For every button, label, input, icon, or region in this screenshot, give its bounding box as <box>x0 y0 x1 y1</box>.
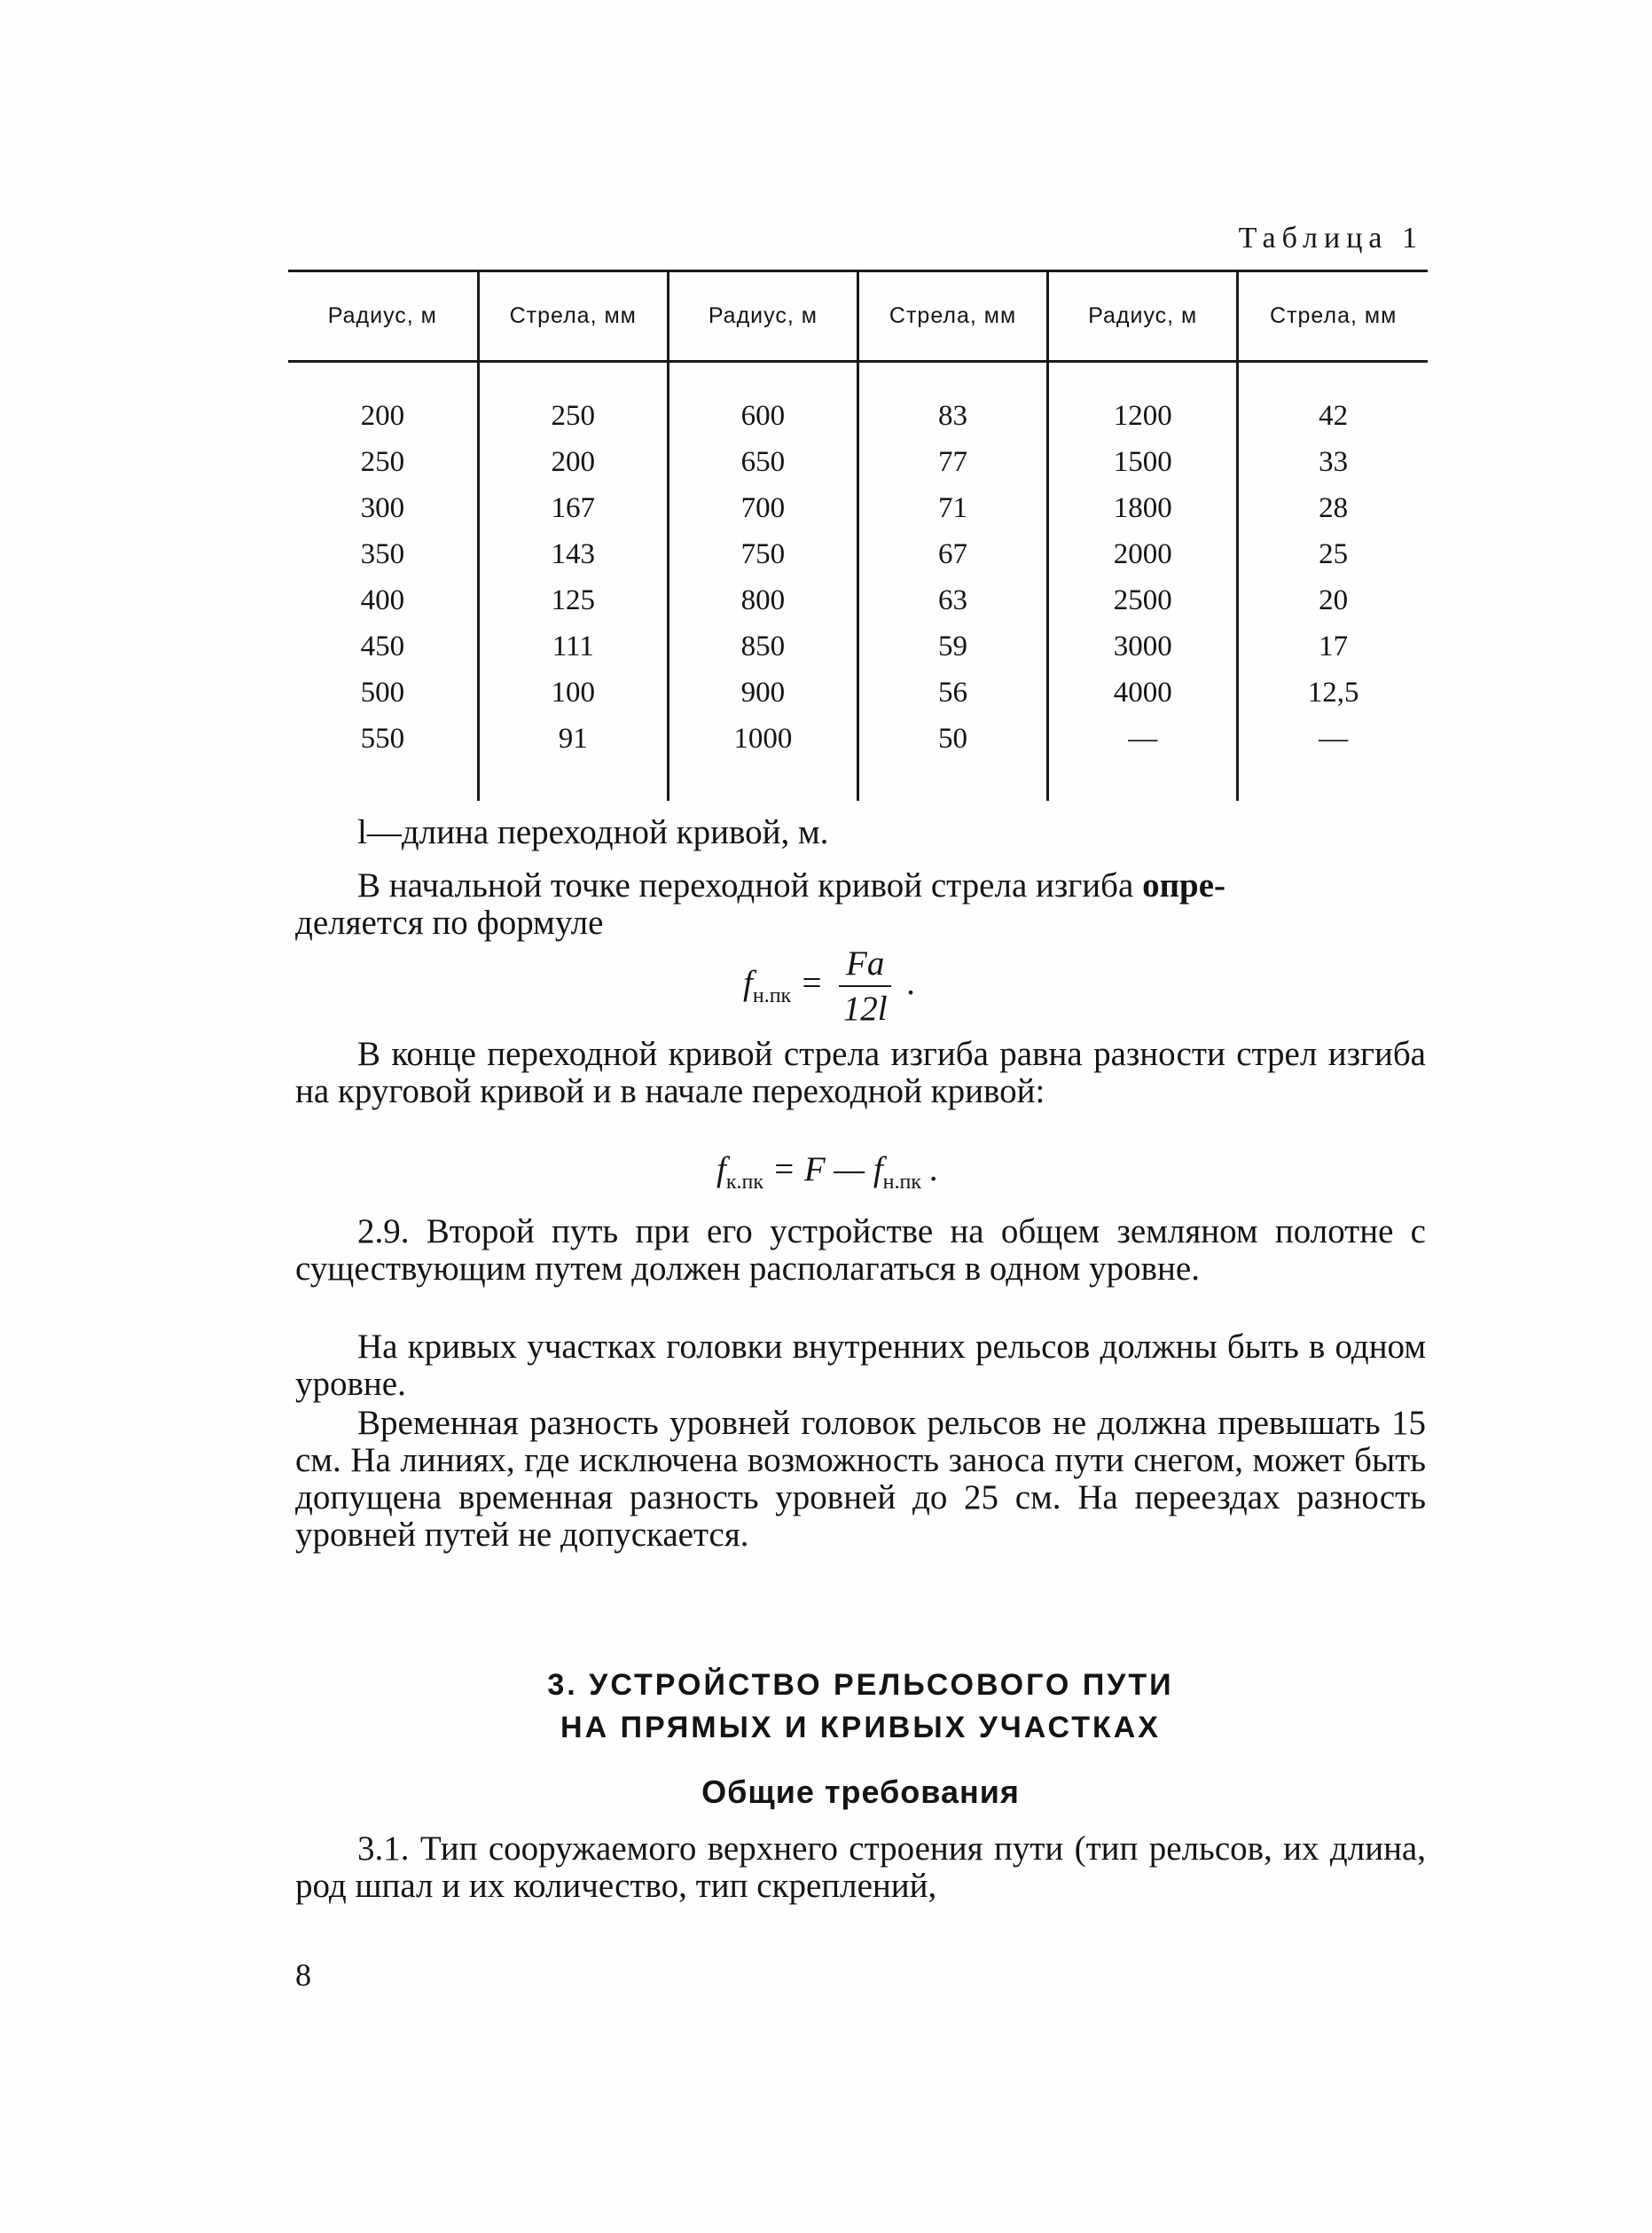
formula1-lhs-sub: н.пк <box>752 983 792 1007</box>
end-point-paragraph: В конце переходной кривой стрела изгиба равна разности стрел изгиба на круговой кривой и в начале переходной кривой: <box>295 1035 1426 1110</box>
table-cell: 167 <box>478 485 668 531</box>
table-cell: 28 <box>1238 485 1428 531</box>
table-cell: — <box>1048 716 1238 801</box>
table-row <box>288 485 1428 531</box>
table-cell: 63 <box>857 577 1047 623</box>
table-row <box>288 362 1428 440</box>
table-cell: 200 <box>478 439 668 485</box>
start-point-tail: деляется по формуле <box>295 904 604 942</box>
table-cell: 20 <box>1238 577 1428 623</box>
table-cell: 83 <box>857 362 1047 440</box>
section-heading <box>295 1664 1426 1749</box>
table-cell: 67 <box>857 531 1047 577</box>
formula1-eq: = <box>799 963 824 1002</box>
table-cell: 200 <box>360 399 405 432</box>
table-cell: 350 <box>360 537 405 570</box>
table-cell: 91 <box>478 716 668 801</box>
curve-table-container <box>288 270 1428 801</box>
header-radius-3: Радиус, м <box>1048 271 1238 362</box>
table-row <box>288 623 1428 670</box>
section-subheading: Общие требования <box>701 1774 1020 1810</box>
formula2-lhs-sub: к.пк <box>725 1170 764 1194</box>
table-cell: 850 <box>668 623 857 670</box>
header-arrow-2: Стрела, мм <box>857 271 1047 362</box>
table-cell: 56 <box>857 670 1047 716</box>
table-cell: 1000 <box>668 716 857 801</box>
table-cell: 59 <box>857 623 1047 670</box>
l-definition: l—длина переходной кривой, м. <box>357 813 829 851</box>
clause-2-9: 2.9. Второй путь при его устройстве на общем земляном полотне с существующим путем должен располагаться в одном уровне. <box>295 1212 1426 1288</box>
formula2-end: . <box>929 1150 939 1188</box>
header-arrow-1: Стрела, мм <box>478 271 668 362</box>
table-cell: 143 <box>478 531 668 577</box>
section-heading-line2: НА ПРЯМЫХ И КРИВЫХ УЧАСТКАХ <box>560 1711 1161 1744</box>
start-point-paragraph <box>295 867 1426 942</box>
clause-3-1: 3.1. Тип сооружаемого верхнего строения пути (тип рельсов, их длина, род шпал и их количество, тип скреплений, <box>295 1829 1426 1905</box>
formula2-lhs: f <box>716 1150 726 1188</box>
table-cell: 550 <box>360 722 405 755</box>
table-cell: 650 <box>668 439 857 485</box>
table-cell: 12,5 <box>1238 670 1428 716</box>
table-cell: 450 <box>360 630 405 662</box>
table-cell: 100 <box>478 670 668 716</box>
formula1-fraction <box>839 944 891 1029</box>
table-cell: 1800 <box>1048 485 1238 531</box>
table-cell: 400 <box>360 584 405 616</box>
table-cell: 71 <box>857 485 1047 531</box>
table-cell: 1200 <box>1048 362 1238 440</box>
formula-end-deflection <box>716 1149 939 1195</box>
formula1-denominator: 12l <box>842 990 888 1028</box>
start-point-bold: опре- <box>1142 866 1226 905</box>
header-radius-2: Радиус, м <box>668 271 857 362</box>
start-point-text: В начальной точке переходной кривой стрела изгиба <box>357 866 1143 905</box>
table-row <box>288 439 1428 485</box>
formula1-lhs: f <box>743 963 753 1002</box>
table-cell: 2000 <box>1048 531 1238 577</box>
table-row <box>288 716 1428 801</box>
curve-radius-table <box>288 270 1428 801</box>
formula2-rhs-sub: н.пк <box>882 1170 922 1194</box>
formula2-rhs: = F — f <box>771 1150 883 1188</box>
formula-start-deflection <box>743 944 916 1029</box>
table-cell: 700 <box>668 485 857 531</box>
table-cell: 25 <box>1238 531 1428 577</box>
table-cell: — <box>1238 716 1428 801</box>
formula1-end: . <box>907 963 916 1002</box>
table-row <box>288 531 1428 577</box>
table-cell: 4000 <box>1048 670 1238 716</box>
formula1-numerator: Fa <box>839 944 891 987</box>
table-cell: 111 <box>478 623 668 670</box>
table-cell: 2500 <box>1048 577 1238 623</box>
header-arrow-3: Стрела, мм <box>1238 271 1428 362</box>
table-cell: 250 <box>360 445 405 478</box>
table-cell: 600 <box>668 362 857 440</box>
table-header-row <box>288 271 1428 362</box>
page-number: 8 <box>295 1957 311 1993</box>
header-radius-1: Радиус, м <box>327 303 437 328</box>
table-cell: 77 <box>857 439 1047 485</box>
table-cell: 800 <box>668 577 857 623</box>
table-cell: 250 <box>478 362 668 440</box>
table-cell: 3000 <box>1048 623 1238 670</box>
table-cell: 50 <box>857 716 1047 801</box>
temporary-difference-paragraph: Временная разность уровней головок рельсов не должна превышать 15 см. На линиях, где исключена возможность заноса пути снегом, может быть допущена временная разность уровней до 25 см. На переездах разность уровней путей не допускается. <box>295 1404 1426 1554</box>
table-cell: 750 <box>668 531 857 577</box>
curved-sections-paragraph: На кривых участках головки внутренних рельсов должны быть в одном уровне. <box>295 1328 1426 1403</box>
table-cell: 900 <box>668 670 857 716</box>
table-cell: 1500 <box>1048 439 1238 485</box>
table-cell: 42 <box>1238 362 1428 440</box>
table-cell: 125 <box>478 577 668 623</box>
table-cell: 17 <box>1238 623 1428 670</box>
table-cell: 300 <box>360 491 405 524</box>
table-row <box>288 670 1428 716</box>
section-heading-line1: 3. УСТРОЙСТВО РЕЛЬСОВОГО ПУТИ <box>547 1668 1174 1702</box>
table-row <box>288 577 1428 623</box>
table-cell: 500 <box>360 676 405 709</box>
table-cell: 33 <box>1238 439 1428 485</box>
table-caption: Таблица 1 <box>1238 222 1423 255</box>
